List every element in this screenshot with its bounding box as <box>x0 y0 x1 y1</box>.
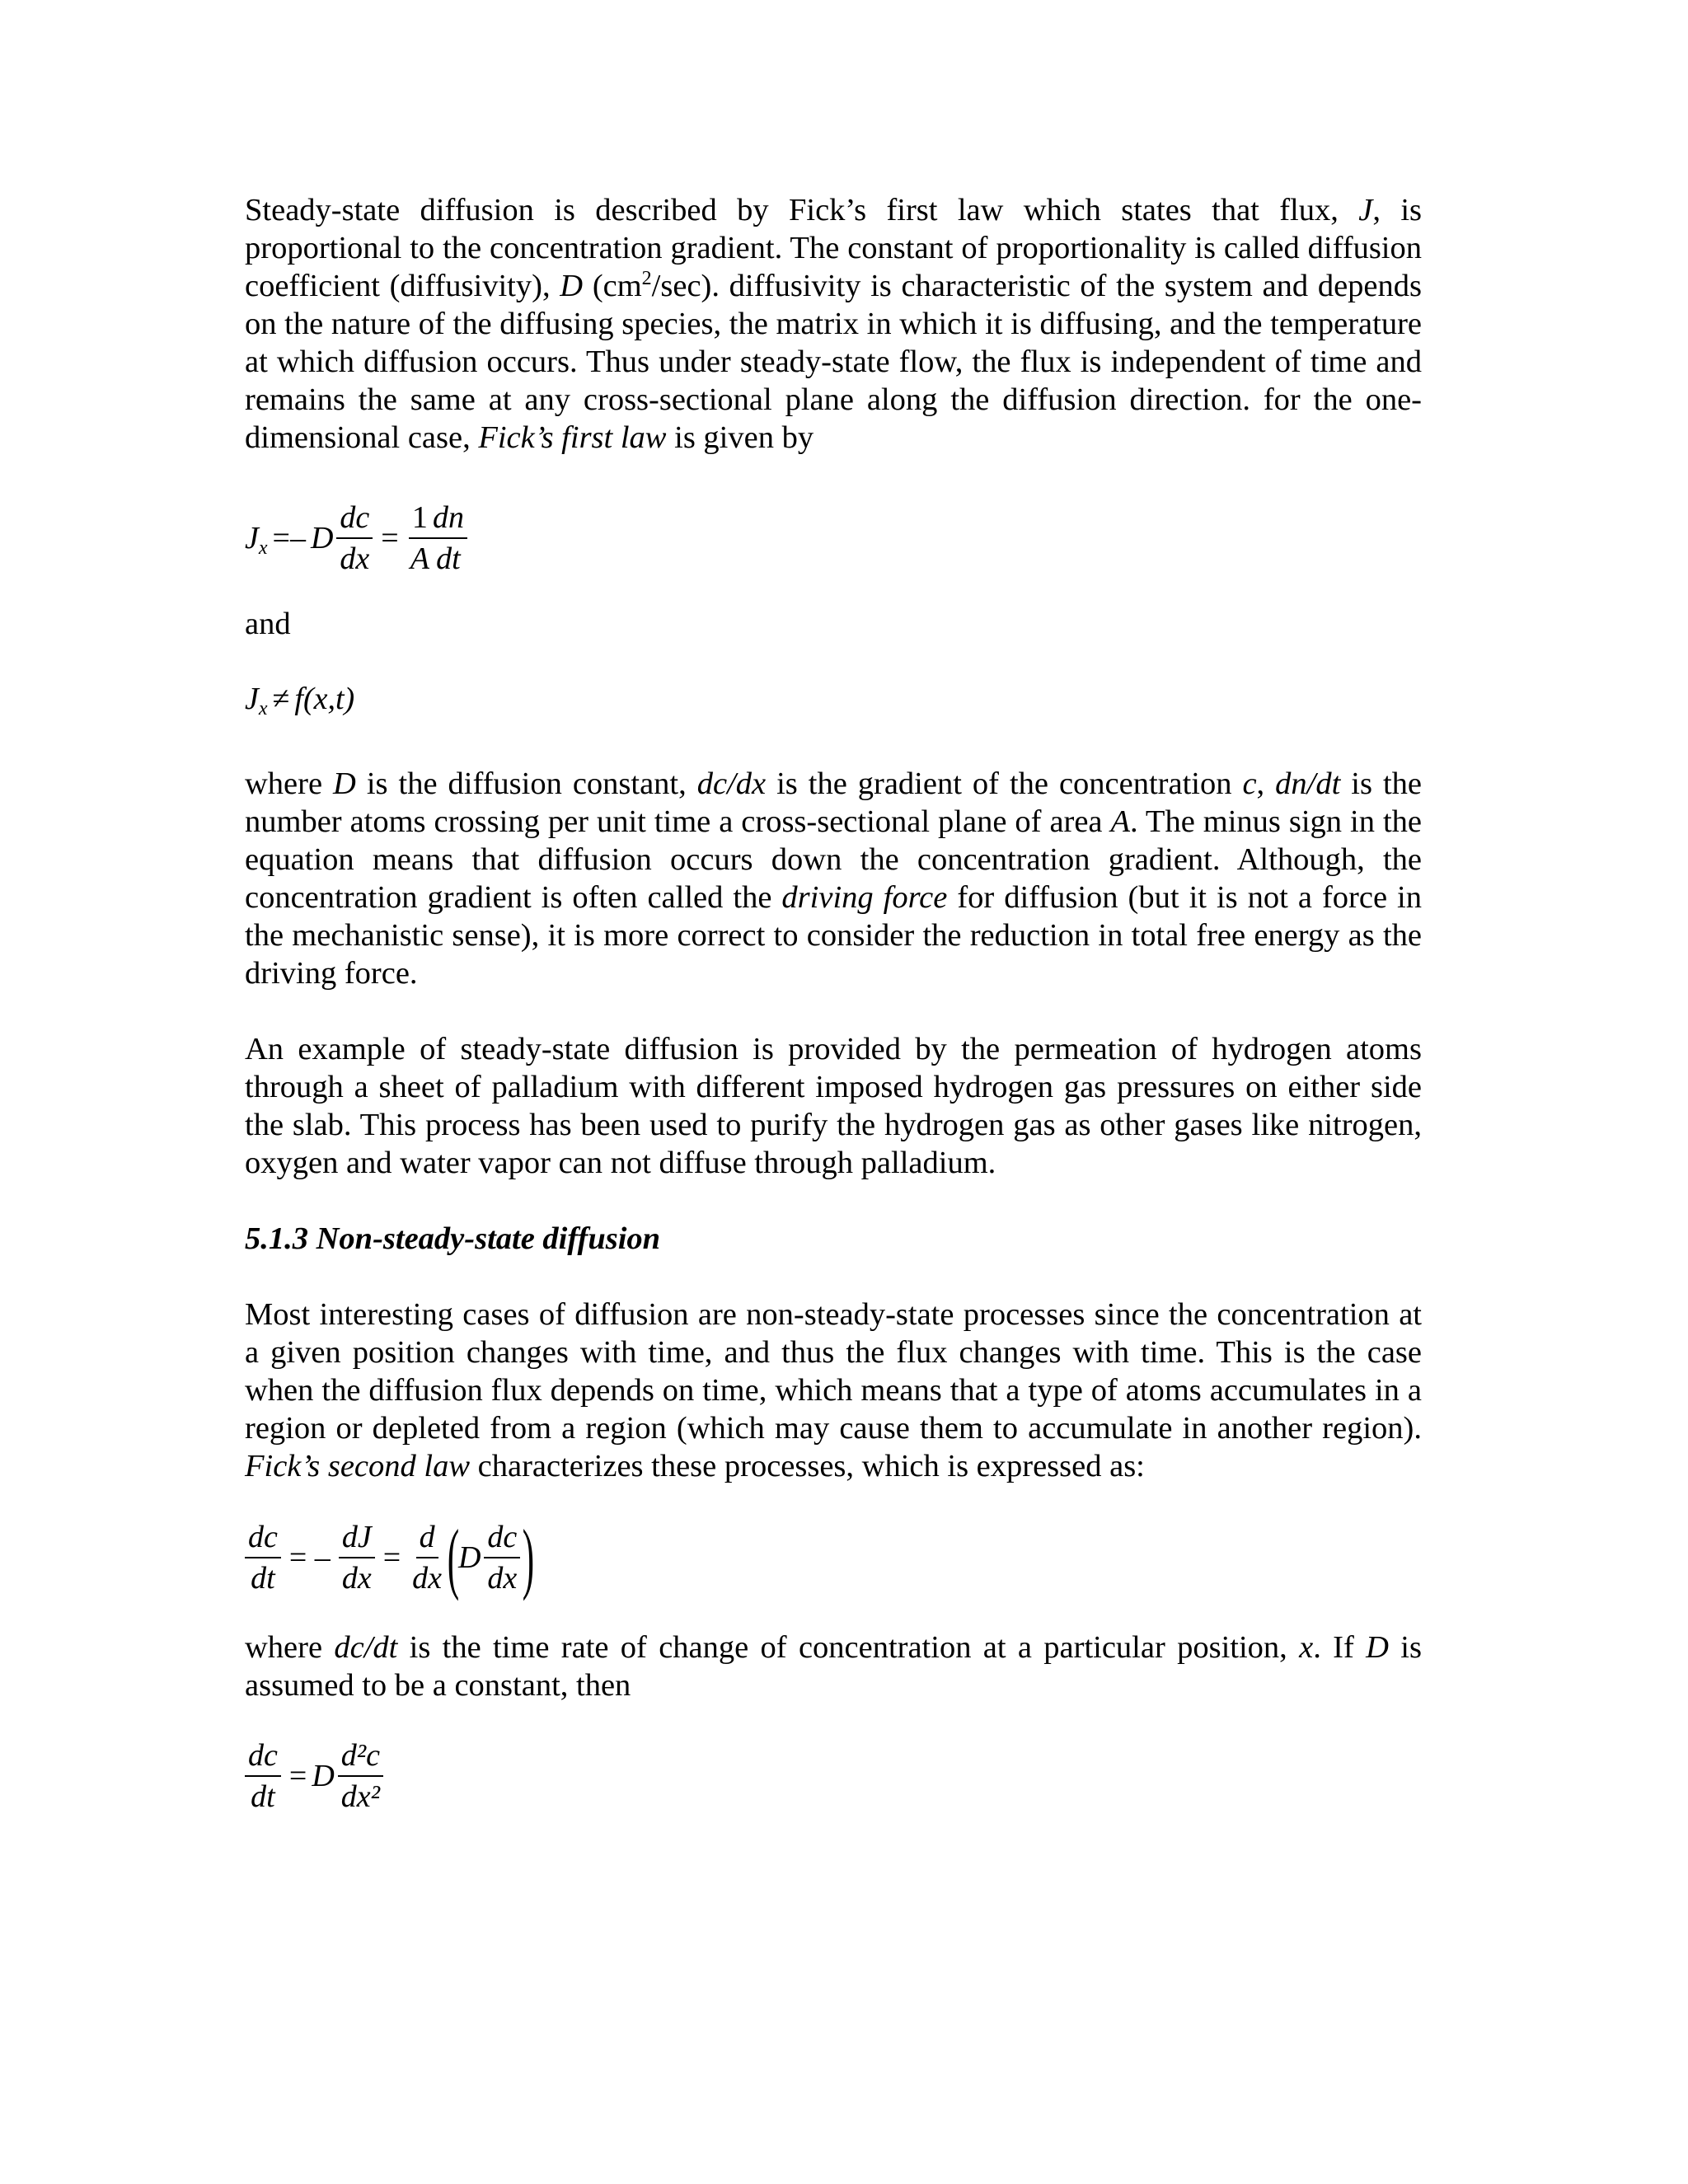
fraction-dc-dx: $\frac{dc}{dx}$ <box>336 499 373 577</box>
paragraph-where-dcdt: where dc/dt is the time rate of change of concentration at a particular position, x. If D is assumed to be a constant, then <box>245 1630 1422 1703</box>
fraction-dc-dx-inner: $\frac{dc}{dx}$ <box>484 1519 520 1596</box>
paragraph-palladium-example: An example of steady-state diffusion is provided by the permeation of hydrogen atoms through a sheet of palladium with different imposed hydrogen gas pressures on either side the slab. This process has been used to purify the hydrogen gas as other gases like nitrogen, oxygen and water vapor can not diffuse through palladium. <box>245 1032 1422 1180</box>
connector-and: and <box>245 607 291 641</box>
document-page <box>245 191 1422 1815</box>
fraction-1-over-a: $\frac{1}{A}$ <box>410 500 429 576</box>
equation-ficks-second-law: $\frac{dc}{dt}$ = – $\frac{dJ}{dx}$ = $\frac{d}{dx}$ ( D $\frac{dc}{dx}$ ) <box>245 1518 1422 1597</box>
paragraph-where-d: where D is the diffusion constant, dc/dx is the gradient of the concentration c, dn/dt is the number atoms crossing per unit time a cross-sectional plane of area A. The minus sign in the equation means that diffusion occurs down the concentration gradient. Although, the concentration gradient is often called the driving force for diffusion (but it is not a force in the mechanistic sense), it is more correct to consider the reduction in total free energy as the driving force. <box>245 766 1422 991</box>
paragraph-ficks-first-law: Steady-state diffusion is described by Fick’s first law which states that flux, J, is proportional to the concentration gradient. The constant of proportionality is called diffusion coefficient (diffusivity), D $(cm^2/\sec)$. diffusivity is characteristic of the system and depends on the nature of the diffusing species, the matrix in which it is diffusing, and the temperature at which diffusion occurs. Thus under steady-state flow, the flux is independent of time and remains the same at any cross-sectional plane along the diffusion direction. for the one-dimensional case, Fick’s first law is given by <box>245 193 1423 455</box>
section-heading: 5.1.3 Non-steady-state diffusion <box>245 1221 661 1256</box>
equation-ficks-first-law: J x =– D $\frac{dc}{dx}$ = $\frac{1}{A}$ $\frac{dn}{dt}$ <box>245 499 1422 577</box>
fraction-dc-dt: $\frac{dc}{dt}$ <box>245 1519 281 1596</box>
fraction-d2c-dx2: $\frac{\text{d²c}}{\text{dx²}}$ <box>338 1737 383 1815</box>
paragraph-non-steady-state: Most interesting cases of diffusion are non-steady-state processes since the concentration at a given position changes with time, and thus the flux changes with time. This is the case when the diffusion flux depends on time, which means that a type of atoms accumulates in a region or depleted from a region (which may cause them to accumulate in another region). Fick’s second law characterizes these processes, which is expressed as: <box>245 1297 1422 1483</box>
equation-constant-d: $\frac{dc}{dt}$ = D $\frac{\text{d²c}}{\text{dx²}}$ <box>245 1737 1422 1815</box>
fraction-d-dx: $\frac{d}{dx}$ <box>412 1520 442 1596</box>
fraction-dc-dt-2: $\frac{dc}{dt}$ <box>245 1737 281 1815</box>
fraction-dj-dx: $\frac{dJ}{dx}$ <box>339 1519 375 1596</box>
equation-flux-independent: J x ≠ f (x,t) <box>245 682 355 719</box>
fraction-dn-dt: $\frac{dn}{dt}$ <box>429 499 467 577</box>
